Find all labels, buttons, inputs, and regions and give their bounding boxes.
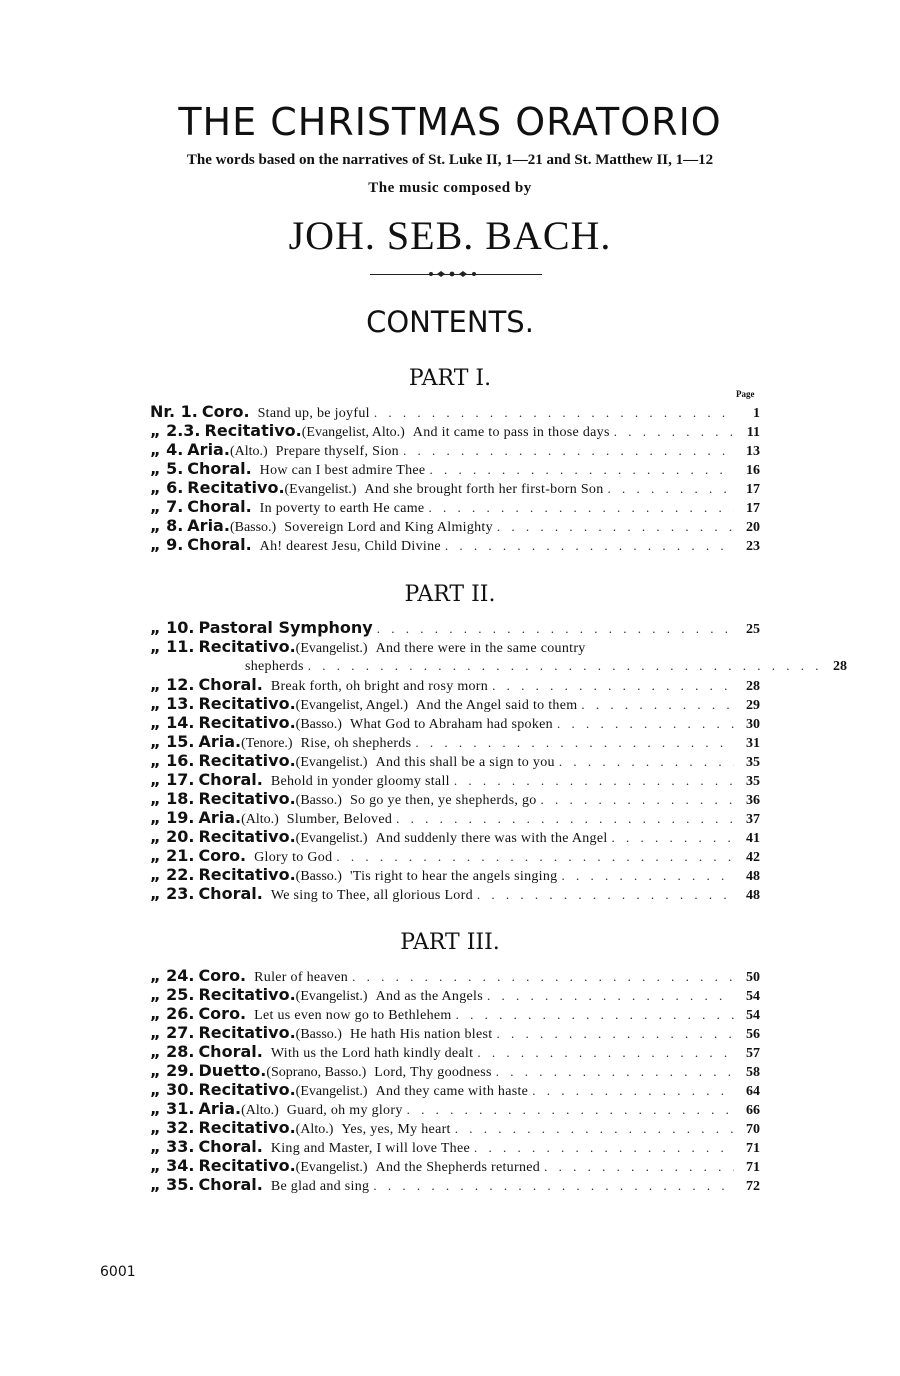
entry-number: „ 20.: [150, 827, 195, 846]
entry-page-number: 70: [746, 1122, 760, 1137]
toc-entry: [150, 751, 760, 770]
entry-page-number: 16: [746, 463, 760, 478]
toc-entry: [150, 1099, 760, 1118]
dot-leader: [614, 422, 734, 440]
entry-movement-type: Recitativo.: [198, 865, 296, 884]
entry-page-number: 54: [746, 1008, 760, 1023]
part-heading: PART II.: [404, 582, 496, 607]
toc-entry: [150, 1137, 760, 1156]
dot-leader: [496, 1024, 734, 1042]
entry-page-number: 28: [833, 659, 847, 674]
dot-leader: [456, 1005, 734, 1023]
entry-voices: (Alto.): [295, 1122, 334, 1137]
toc-entry: [150, 1080, 760, 1099]
entry-page-number: 28: [746, 679, 760, 694]
entry-number: „ 29.: [150, 1061, 195, 1080]
entry-text: He hath His nation blest: [349, 1027, 493, 1042]
dot-leader: [445, 536, 734, 554]
entry-page-number: 41: [746, 831, 760, 846]
toc-entry: [150, 846, 760, 865]
entry-text: We sing to Thee, all glorious Lord: [270, 888, 473, 903]
dot-leader: [336, 847, 734, 865]
entry-number: „ 12.: [150, 675, 195, 694]
entry-voices: (Basso.): [295, 717, 342, 732]
entry-text: Stand up, be joyful: [257, 406, 370, 421]
entry-voices: (Alto.): [229, 444, 268, 459]
toc-entry: [150, 516, 760, 535]
entry-page-number: 48: [746, 869, 760, 884]
entry-text: And they came with haste: [375, 1084, 529, 1099]
entry-voices: (Soprano, Basso.): [266, 1065, 367, 1080]
toc-entry: [150, 713, 760, 732]
entry-movement-type: Choral.: [187, 535, 252, 554]
entry-movement-type: Recitativo.: [204, 421, 302, 440]
toc-entry: [150, 694, 760, 713]
entry-movement-type: Aria.: [198, 732, 242, 751]
entry-page-number: 17: [746, 482, 760, 497]
dot-leader: [428, 498, 734, 516]
entry-voices: (Evangelist.): [284, 482, 357, 497]
entry-number: „ 25.: [150, 985, 195, 1004]
entry-number: „ 28.: [150, 1042, 195, 1061]
entry-movement-type: Choral.: [198, 1137, 263, 1156]
entry-page-number: 29: [746, 698, 760, 713]
entry-movement-type: Choral.: [198, 770, 263, 789]
entry-page-number: 23: [746, 539, 760, 554]
toc-entry: [150, 1156, 760, 1175]
entry-text: In poverty to earth He came: [259, 501, 425, 516]
entry-number: „ 4.: [150, 440, 184, 459]
dot-leader: [557, 714, 734, 732]
entry-text: Ah! dearest Jesu, Child Divine: [259, 539, 441, 554]
music-credit-line: The music composed by: [368, 180, 532, 196]
entry-movement-type: Recitativo.: [198, 827, 296, 846]
entry-number: „ 35.: [150, 1175, 195, 1194]
entry-page-number: 42: [746, 850, 760, 865]
entry-movement-type: Coro.: [198, 1004, 247, 1023]
dot-leader: [581, 695, 734, 713]
toc-entry: [150, 675, 760, 694]
entry-page-number: 64: [746, 1084, 760, 1099]
dot-leader: [532, 1081, 734, 1099]
entry-number: „ 6.: [150, 478, 184, 497]
entry-voices: (Evangelist.): [295, 1160, 368, 1175]
dot-leader: [403, 441, 734, 459]
toc-entry: [150, 1061, 760, 1080]
dot-leader: [477, 1043, 734, 1061]
entry-text: Rise, oh shepherds: [300, 736, 412, 751]
entry-movement-type: Aria.: [187, 440, 230, 459]
dot-leader: [373, 1176, 734, 1194]
entry-movement-type: Aria.: [198, 1099, 242, 1118]
entry-page-number: 13: [746, 444, 760, 459]
dot-leader: [396, 809, 734, 827]
entry-text: And she brought forth her first-born Son: [364, 482, 604, 497]
entry-number: „ 17.: [150, 770, 195, 789]
entry-movement-type: Coro.: [198, 846, 247, 865]
entry-text: 'Tis right to hear the angels singing: [349, 869, 558, 884]
dot-leader: [474, 1138, 734, 1156]
publisher-code: 6001: [100, 1264, 136, 1280]
entry-text: Prepare thyself, Sion: [275, 444, 399, 459]
entry-voices: (Basso.): [295, 1027, 342, 1042]
entry-page-number: 25: [746, 622, 760, 637]
entry-movement-type: Recitativo.: [198, 985, 296, 1004]
composer-name: JOH. SEB. BACH.: [288, 213, 612, 258]
entry-text: Sovereign Lord and King Almighty: [284, 520, 493, 535]
toc-entry: [150, 535, 760, 554]
entry-movement-type: Choral.: [198, 884, 263, 903]
entry-number: „ 14.: [150, 713, 195, 732]
entry-number: „ 11.: [150, 637, 195, 656]
toc-entry: [150, 865, 760, 884]
entry-text: And the Shepherds returned: [375, 1160, 541, 1175]
entry-voices: (Alto.): [241, 812, 279, 827]
entry-number: „ 30.: [150, 1080, 195, 1099]
entry-text: And suddenly there was with the Angel: [375, 831, 608, 846]
entry-movement-type: Choral.: [187, 497, 252, 516]
entry-movement-type: Coro.: [201, 402, 250, 421]
entry-number: „ 2.3.: [150, 421, 201, 440]
entry-voices: (Evangelist, Angel.): [295, 698, 409, 713]
dot-leader: [496, 1062, 734, 1080]
entry-movement-type: Recitativo.: [198, 1080, 296, 1099]
entry-text: Guard, oh my glory: [286, 1103, 403, 1118]
toc-entry: [150, 440, 760, 459]
part-heading: PART I.: [408, 366, 492, 391]
entry-text: How can I best admire Thee: [259, 463, 426, 478]
entry-page-number: 37: [746, 812, 760, 827]
entry-movement-type: Recitativo.: [198, 637, 296, 656]
toc-entry: [150, 478, 760, 497]
entry-text: Behold in yonder gloomy stall: [270, 774, 450, 789]
entry-number: „ 24.: [150, 966, 195, 985]
entry-text: What God to Abraham had spoken: [349, 717, 553, 732]
dot-leader: [454, 771, 734, 789]
dot-leader: [487, 986, 734, 1004]
toc-entry: [150, 789, 760, 808]
toc-entry: [150, 770, 760, 789]
entry-number: „ 7.: [150, 497, 184, 516]
dot-leader: [541, 790, 734, 808]
entry-number: „ 32.: [150, 1118, 195, 1137]
entry-page-number: 48: [746, 888, 760, 903]
page-column-label: Page: [736, 389, 755, 399]
toc-entry: [150, 421, 760, 440]
toc-entry: [150, 402, 760, 421]
entry-movement-type: Recitativo.: [198, 789, 296, 808]
dot-leader: [308, 656, 821, 675]
entry-voices: (Basso.): [295, 793, 342, 808]
entry-movement-type: Pastoral Symphony: [198, 618, 373, 637]
entry-voices: (Alto.): [241, 1103, 279, 1118]
toc-entry: [150, 1023, 760, 1042]
entry-page-number: 71: [746, 1141, 760, 1156]
toc-entry-continuation: [150, 656, 847, 675]
toc-entry: [150, 618, 760, 637]
entry-movement-type: Coro.: [198, 966, 247, 985]
entry-text: With us the Lord hath kindly dealt: [270, 1046, 474, 1061]
entry-page-number: 17: [746, 501, 760, 516]
entry-page-number: 58: [746, 1065, 760, 1080]
entry-number: „ 5.: [150, 459, 184, 478]
entry-number: „ 31.: [150, 1099, 195, 1118]
dot-leader: [377, 619, 734, 637]
entry-text: And this shall be a sign to you: [375, 755, 555, 770]
dot-leader: [612, 828, 734, 846]
entry-number: „ 22.: [150, 865, 195, 884]
entry-page-number: 31: [746, 736, 760, 751]
toc-entry: [150, 1118, 760, 1137]
entry-movement-type: Duetto.: [198, 1061, 267, 1080]
document-title: THE CHRISTMAS ORATORIO: [178, 100, 722, 144]
entry-page-number: 36: [746, 793, 760, 808]
entry-movement-type: Recitativo.: [198, 751, 296, 770]
dot-leader: [455, 1119, 734, 1137]
toc-entry: [150, 808, 760, 827]
dot-leader: [374, 403, 734, 421]
entry-voices: (Evangelist.): [295, 989, 368, 1004]
entry-text: Break forth, oh bright and rosy morn: [270, 679, 489, 694]
toc-entry: [150, 497, 760, 516]
document-subtitle: The words based on the narratives of St. Luke II, 1—21 and St. Matthew II, 1—12: [186, 152, 714, 168]
dot-leader: [415, 733, 734, 751]
entry-page-number: 30: [746, 717, 760, 732]
entry-number: „ 34.: [150, 1156, 195, 1175]
entry-voices: (Basso.): [295, 869, 342, 884]
entry-movement-type: Recitativo.: [198, 694, 296, 713]
entry-number: „ 15.: [150, 732, 195, 751]
entry-number: „ 33.: [150, 1137, 195, 1156]
entry-movement-type: Aria.: [198, 808, 242, 827]
entry-text: Ruler of heaven: [254, 970, 349, 985]
entry-movement-type: Recitativo.: [198, 1023, 296, 1042]
entry-voices: (Evangelist, Alto.): [301, 425, 405, 440]
dot-leader: [544, 1157, 734, 1175]
entry-page-number: 35: [746, 774, 760, 789]
entry-number: „ 18.: [150, 789, 195, 808]
toc-entry: [150, 827, 760, 846]
entry-number: „ 16.: [150, 751, 195, 770]
toc-entry: [150, 1004, 760, 1023]
dot-leader: [497, 517, 734, 535]
contents-heading: CONTENTS.: [366, 305, 534, 339]
entry-number: „ 21.: [150, 846, 195, 865]
entry-page-number: 54: [746, 989, 760, 1004]
toc-entry: [150, 459, 760, 478]
toc-entry: [150, 884, 760, 903]
dot-leader: [561, 866, 734, 884]
entry-voices: (Evangelist.): [295, 1084, 368, 1099]
part-heading: PART III.: [400, 930, 500, 955]
entry-text: And the Angel said to them: [416, 698, 578, 713]
entry-text: Lord, Thy goodness: [374, 1065, 492, 1080]
entry-movement-type: Choral.: [198, 1175, 263, 1194]
entry-text: shepherds: [245, 659, 304, 674]
entry-movement-type: Choral.: [198, 675, 263, 694]
dot-leader: [492, 676, 734, 694]
entry-number: „ 23.: [150, 884, 195, 903]
dot-leader: [429, 460, 734, 478]
entry-text: Slumber, Beloved: [286, 812, 393, 827]
entry-movement-type: Recitativo.: [187, 478, 285, 497]
dot-leader: [559, 752, 734, 770]
entry-page-number: 72: [746, 1179, 760, 1194]
entry-voices: (Evangelist.): [295, 755, 368, 770]
entry-page-number: 66: [746, 1103, 760, 1118]
entry-voices: (Tenore.): [241, 736, 293, 751]
entry-number: Nr. 1.: [150, 402, 198, 421]
entry-movement-type: Recitativo.: [198, 713, 296, 732]
dot-leader: [608, 479, 734, 497]
entry-text: And there were in the same country: [375, 641, 586, 656]
toc-entry: [150, 732, 760, 751]
entry-voices: (Evangelist.): [295, 831, 368, 846]
entry-number: „ 26.: [150, 1004, 195, 1023]
entry-text: Yes, yes, My heart: [341, 1122, 451, 1137]
toc-entry: [150, 985, 760, 1004]
toc-entry: [150, 1042, 760, 1061]
entry-text: Glory to God: [254, 850, 333, 865]
entry-text: And as the Angels: [375, 989, 483, 1004]
entry-number: „ 27.: [150, 1023, 195, 1042]
entry-page-number: 50: [746, 970, 760, 985]
entry-movement-type: Recitativo.: [198, 1156, 296, 1175]
entry-page-number: 71: [746, 1160, 760, 1175]
entry-page-number: 1: [753, 406, 760, 421]
entry-text: Let us even now go to Bethlehem: [254, 1008, 452, 1023]
entry-number: „ 8.: [150, 516, 184, 535]
toc-entry: [150, 966, 760, 985]
entry-movement-type: Aria.: [187, 516, 230, 535]
entry-page-number: 11: [746, 425, 760, 440]
entry-page-number: 57: [746, 1046, 760, 1061]
entry-movement-type: Choral.: [198, 1042, 263, 1061]
entry-page-number: 20: [746, 520, 760, 535]
entry-text: Be glad and sing: [270, 1179, 370, 1194]
toc-entry: [150, 1175, 760, 1194]
entry-text: So go ye then, ye shepherds, go: [349, 793, 537, 808]
entry-movement-type: Choral.: [187, 459, 252, 478]
entry-page-number: 35: [746, 755, 760, 770]
dot-leader: [477, 885, 734, 903]
entry-text: King and Master, I will love Thee: [270, 1141, 471, 1156]
rule-ornament: [425, 270, 480, 278]
entry-text: And it came to pass in those days: [412, 425, 610, 440]
entry-number: „ 10.: [150, 618, 195, 637]
entry-number: „ 19.: [150, 808, 195, 827]
toc-entry: [150, 637, 760, 656]
entry-movement-type: Recitativo.: [198, 1118, 296, 1137]
entry-page-number: 56: [746, 1027, 760, 1042]
entry-voices: (Basso.): [229, 520, 277, 535]
entry-voices: (Evangelist.): [295, 641, 368, 656]
dot-leader: [407, 1100, 734, 1118]
entry-number: „ 13.: [150, 694, 195, 713]
dot-leader: [352, 967, 734, 985]
entry-number: „ 9.: [150, 535, 184, 554]
